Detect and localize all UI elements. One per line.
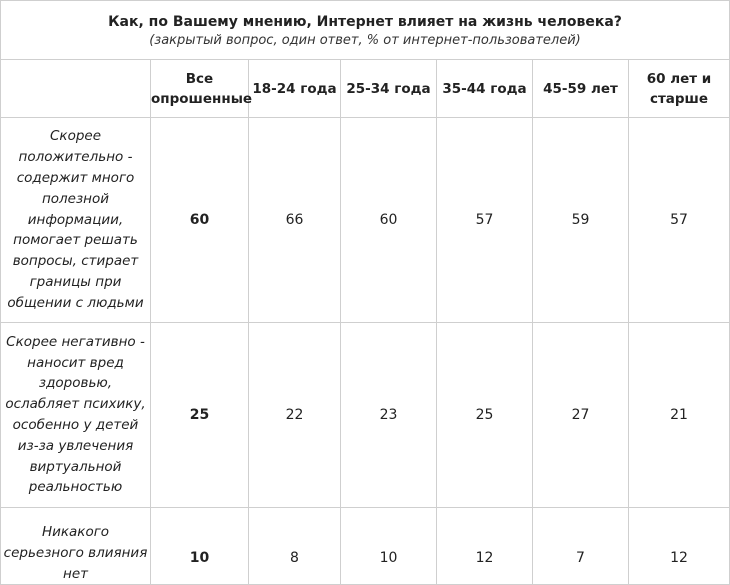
table-cell: 66 bbox=[249, 118, 341, 323]
table-caption-cell bbox=[1, 1, 730, 60]
table-cell: 8 bbox=[249, 508, 341, 585]
column-header: 60 лет и старше bbox=[629, 60, 730, 118]
column-header: 45-59 лет bbox=[533, 60, 629, 118]
table-cell: 7 bbox=[533, 508, 629, 585]
table-cell: 23 bbox=[341, 323, 437, 508]
cell-total: 25 bbox=[151, 323, 249, 508]
table-subtitle: (закрытый вопрос, один ответ, % от интернет-пользователей) bbox=[149, 33, 581, 48]
cell-total: 60 bbox=[151, 118, 249, 323]
table-cell: 57 bbox=[629, 118, 730, 323]
table-title: Как, по Вашему мнению, Интернет влияет на жизнь человека? bbox=[108, 14, 622, 30]
row-label: Скорее негативно - наносит вред здоровью, ослабляет психику, особенно у детей из-за увлечения виртуальной реальностью bbox=[1, 323, 151, 508]
table-cell: 21 bbox=[629, 323, 730, 508]
table-cell: 60 bbox=[341, 118, 437, 323]
table-row bbox=[1, 118, 730, 323]
table-cell: 12 bbox=[629, 508, 730, 585]
cell-total: 10 bbox=[151, 508, 249, 585]
table-cell: 12 bbox=[437, 508, 533, 585]
header-empty-cell bbox=[1, 60, 151, 118]
table-cell: 59 bbox=[533, 118, 629, 323]
column-header: Все опрошенные bbox=[151, 60, 249, 118]
table-cell: 25 bbox=[437, 323, 533, 508]
row-label: Скорее положительно - содержит много полезной информации, помогает решать вопросы, стирает границы при общении с людьми bbox=[1, 118, 151, 323]
column-header: 25-34 года bbox=[341, 60, 437, 118]
table-row bbox=[1, 323, 730, 508]
table-row bbox=[1, 508, 730, 585]
row-label: Никакого серьезного влияния нет bbox=[1, 508, 151, 585]
table-cell: 57 bbox=[437, 118, 533, 323]
column-header: 35-44 года bbox=[437, 60, 533, 118]
table-cell: 10 bbox=[341, 508, 437, 585]
header-row bbox=[1, 60, 730, 118]
table-cell: 22 bbox=[249, 323, 341, 508]
column-header: 18-24 года bbox=[249, 60, 341, 118]
table-cell: 27 bbox=[533, 323, 629, 508]
